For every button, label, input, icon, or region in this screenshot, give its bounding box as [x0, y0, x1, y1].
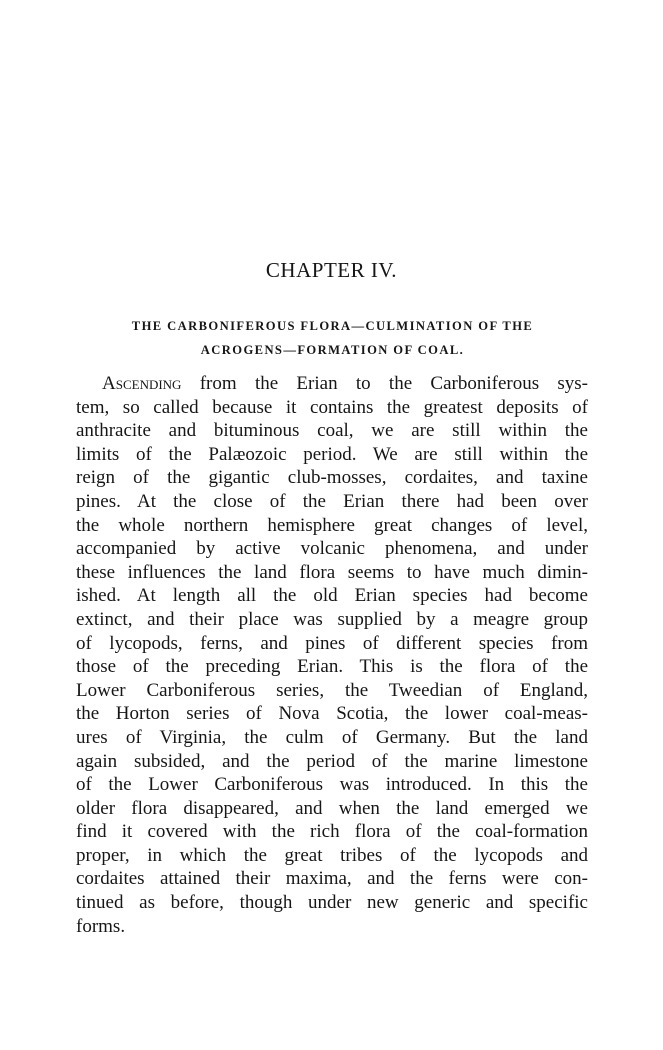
paragraph-line: reign of the gigantic club-mosses, cordaites, and taxine [76, 467, 588, 489]
paragraph-line: those of the preceding Erian. This is the flora of the [76, 656, 588, 678]
paragraph-line: of lycopods, ferns, and pines of different species from [76, 632, 588, 654]
lead-word: Ascending [102, 373, 182, 394]
paragraph-line: of the Lower Carboniferous was introduced. In this the [76, 774, 588, 796]
subtitle-line: ACROGENS—FORMATION OF COAL. [200, 343, 465, 357]
paragraph-first-line [76, 372, 588, 396]
paragraph-line: ures of Virginia, the culm of Germany. But the land [76, 726, 588, 748]
chapter-subtitle [60, 314, 605, 362]
paragraph-line: cordaites attained their maxima, and the ferns were con- [76, 868, 588, 890]
paragraph-line: the Horton series of Nova Scotia, the lower coal-meas- [76, 703, 588, 725]
paragraph-line: the whole northern hemisphere great changes of level, [76, 514, 588, 536]
chapter-heading: CHAPTER IV. [265, 258, 398, 282]
first-line-text: from the Erian to the Carboniferous sys- [181, 373, 588, 394]
paragraph-line: anthracite and bituminous coal, we are still within the [76, 420, 588, 442]
paragraph-line: tinued as before, though under new generic and specific [76, 892, 588, 914]
paragraph-line: find it covered with the rich flora of the coal-formation [76, 821, 588, 843]
paragraph-line: ished. At length all the old Erian species had become [76, 585, 588, 607]
paragraph-line: accompanied by active volcanic phenomena, and under [76, 538, 588, 560]
paragraph-line: older flora disappeared, and when the land emerged we [76, 797, 588, 819]
paragraph-line: forms. [76, 915, 126, 937]
paragraph-line: proper, in which the great tribes of the lycopods and [76, 844, 588, 866]
paragraph-line: again subsided, and the period of the marine limestone [76, 750, 588, 772]
paragraph-line: extinct, and their place was supplied by a meagre group [76, 608, 588, 630]
paragraph-line: tem, so called because it contains the greatest deposits of [76, 396, 588, 418]
paragraph-line: these influences the land flora seems to have much dimin- [76, 561, 588, 583]
subtitle-line: THE CARBONIFEROUS FLORA—CULMINATION OF THE [131, 319, 534, 333]
paragraph-line: Lower Carboniferous series, the Tweedian of England, [76, 679, 588, 701]
paragraph-line: pines. At the close of the Erian there had been over [76, 490, 588, 512]
paragraph-line: limits of the Palæozoic period. We are still within the [76, 443, 588, 465]
body-paragraph [76, 372, 588, 938]
